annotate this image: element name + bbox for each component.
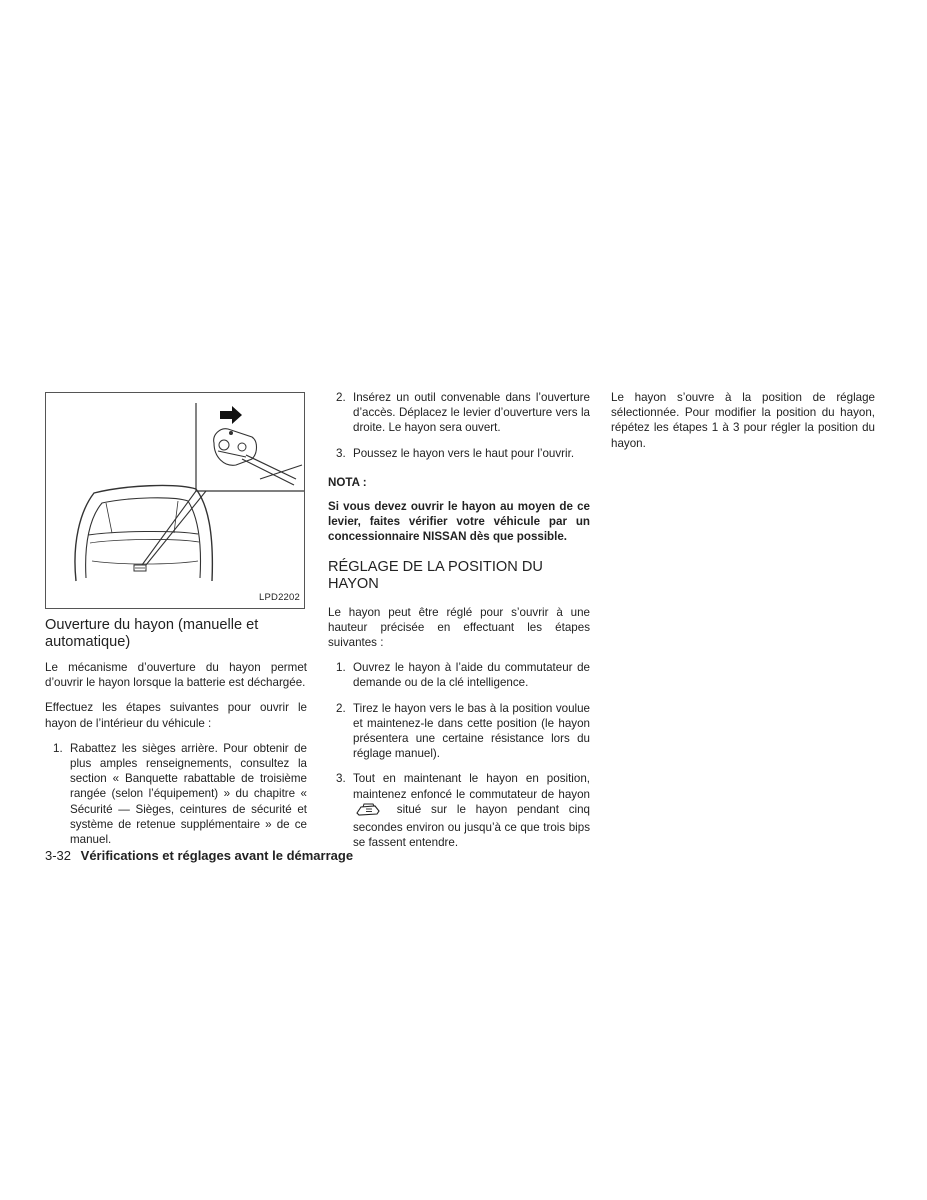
section-subheading: Ouverture du hayon (manuelle et automatique): [45, 617, 259, 650]
chapter-title: Vérifications et réglages avant le démarrage: [80, 848, 354, 863]
list-item: [328, 446, 590, 461]
paragraph: Le hayon peut être réglé pour s’ouvrir à une hauteur précisée en effectuant les étapes suivantes :: [328, 605, 590, 650]
note-heading: NOTA :: [328, 475, 367, 489]
step-text-part-1: Tout en maintenant le hayon en position, maintenez enfoncé le commutateur de hayon: [353, 772, 590, 801]
paragraph: Le mécanisme d’ouverture du hayon permet d’ouvrir le hayon lorsque la batterie est déchargée.: [45, 661, 307, 690]
page-footer: [45, 848, 353, 863]
step-text: Rabattez les sièges arrière. Pour obtenir de plus amples renseignements, consultez la section « Banquette rabattable de troisième rangée (selon l’équipement) » du chapitre « Sécurité — Sièges, ceintures de sécurité et système de retenue supplémentaire » de ce manuel.: [70, 741, 307, 847]
step-number: 2.: [336, 391, 346, 404]
list-item: [328, 701, 590, 762]
step-number: 1.: [53, 741, 63, 755]
step-number: 3.: [336, 772, 346, 786]
tailgate-latch-illustration: [45, 392, 305, 609]
adjust-steps-list: [328, 660, 590, 850]
tailgate-diagram: [46, 393, 304, 608]
list-item: [45, 741, 307, 847]
step-text: Tirez le hayon vers le bas à la position voulue et maintenez-le dans cette position (le hayon présentera une certaine résistance lors du réglage manuel).: [353, 701, 590, 761]
paragraph: Effectuez les étapes suivantes pour ouvrir le hayon de l’intérieur du véhicule :: [45, 701, 307, 730]
step-text: Poussez le hayon vers le haut pour l’ouvrir.: [353, 446, 575, 460]
tailgate-switch-icon: [355, 802, 381, 820]
step-text: Ouvrez le hayon à l’aide du commutateur de demande ou de la clé intelligence.: [353, 661, 590, 690]
steps-list: [45, 741, 307, 847]
list-item: [328, 771, 590, 850]
steps-list: [328, 390, 590, 461]
step-number: 3.: [336, 446, 346, 460]
step-number: 2.: [336, 701, 346, 715]
column-1: [45, 392, 307, 857]
section-heading: RÉGLAGE DE LA POSITION DU HAYON: [328, 558, 543, 592]
column-3: [611, 390, 875, 461]
step-text-part-2: situé sur le hayon pendant cinq secondes environ ou jusqu’à ce que trois bips se fassent entendre.: [353, 802, 590, 850]
column-2: [328, 390, 590, 860]
list-item: [328, 390, 590, 436]
page-number: 3-32: [45, 848, 72, 863]
list-item: [328, 660, 590, 690]
step-text: Insérez un outil convenable dans l’ouverture d’accès. Déplacez le levier d’ouverture vers la droite. Le hayon sera ouvert.: [353, 391, 590, 435]
paragraph: Le hayon s’ouvre à la position de réglage sélectionnée. Pour modifier la position du hayon, répétez les étapes 1 à 3 pour régler la position du hayon.: [611, 391, 875, 450]
figure-label: LPD2202: [258, 591, 300, 603]
note-body: Si vous devez ouvrir le hayon au moyen de ce levier, faites vérifier votre véhicule par un concessionnaire NISSAN dès que possible.: [328, 500, 590, 544]
step-number: 1.: [336, 661, 346, 675]
